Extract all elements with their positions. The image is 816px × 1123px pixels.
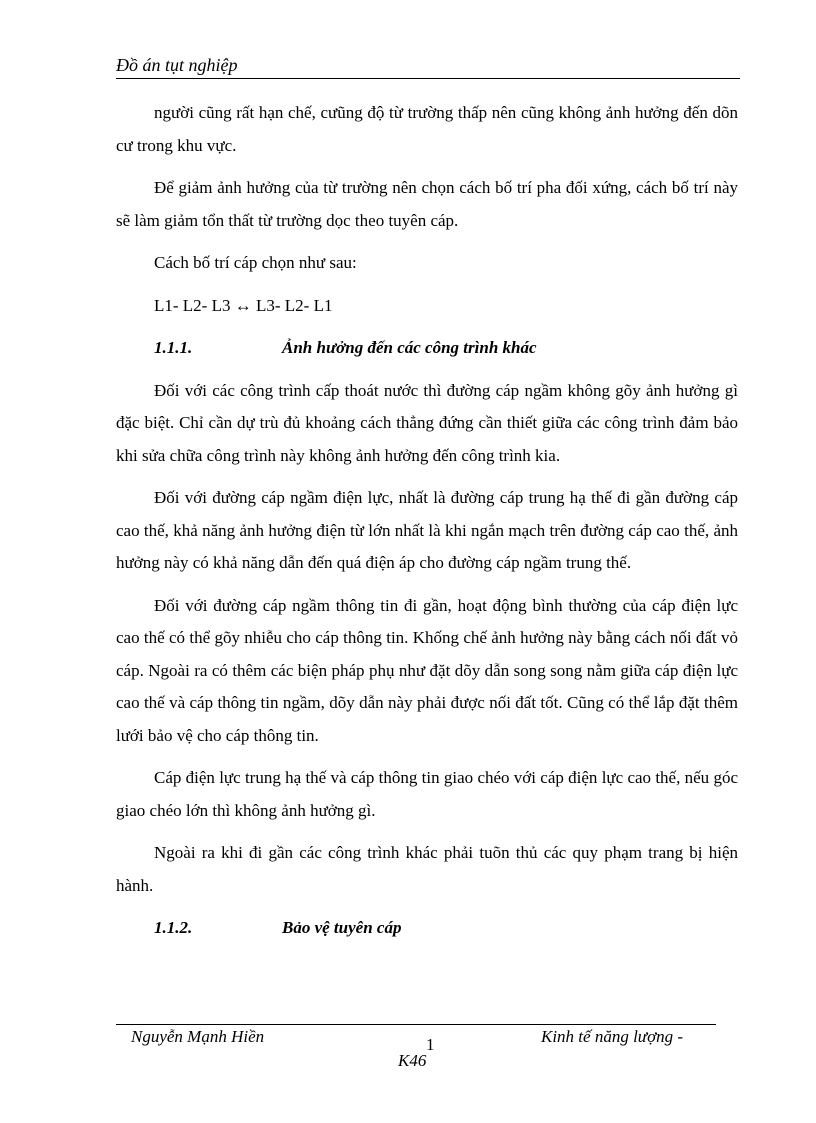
section-heading-1 [116, 332, 738, 365]
paragraph-5: Đối với đường cáp ngầm điện lực, nhất là đường cáp trung hạ thế đi gần đường cáp cao thế, khả năng ảnh hưởng điện từ lớn nhất là khi ngắn mạch trên đường cáp cao thế, ảnh hưởng này có khả năng dẫn đến quá điện áp cho đường cáp ngầm trung thế. [116, 488, 738, 572]
paragraph-7: Cáp điện lực trung hạ thế và cáp thông tin giao chéo với cáp điện lực cao thế, nếu góc giao chéo lớn thì không ảnh hưởng gì. [116, 768, 738, 820]
section-title-2: Bảo vệ tuyên cáp [282, 918, 402, 937]
paragraph-3: Cách bố trí cáp chọn như sau: [154, 253, 357, 272]
paragraph-2: Để giảm ảnh hưởng của từ trường nên chọn cách bố trí pha đối xứng, cách bố trí này sẽ làm giảm tổn thất từ trường dọc theo tuyên cáp. [116, 178, 738, 230]
header-title: Đồ án tụt nghiệp [116, 55, 238, 75]
footer-author: Nguyễn Mạnh Hiền [131, 1027, 265, 1046]
section-title-1: Ảnh hưởng đến các công trình khác [282, 338, 537, 357]
paragraph-4: Đối với các công trình cấp thoát nước thì đường cáp ngầm không gõy ảnh hưởng gì đặc biệt. Chỉ cần dự trù đủ khoảng cách thẳng đứng cần thiết giữa các công trình đảm bảo khi sửa chữa công trình này không ảnh hưởng đến công trình kia. [116, 380, 738, 465]
document-body [116, 97, 738, 955]
footer-department: Kinh tế năng lượng - [541, 1027, 684, 1046]
paragraph-8: Ngoài ra khi đi gần các công trình khác phải tuõn thủ các quy phạm trang bị hiện hành. [116, 843, 738, 895]
paragraph-6: Đối với đường cáp ngầm thông tin đi gần, hoạt động bình thường của cáp điện lực cao thế có thể gõy nhiễu cho cáp thông tin. Khống chế ảnh hưởng này bằng cách nối đất vỏ cáp. Ngoài ra có thêm các biện pháp phụ như đặt dõy dẫn song song nằm giữa cáp điện lực cao thế và cáp thông tin ngầm, dõy dẫn này phải được nối đất tốt. Cũng có thể lắp đặt thêm lưới bảo vệ cho cáp thông tin. [116, 595, 738, 745]
paragraph-1: người cũng rất hạn chế, cưũng độ từ trường thấp nên cũng không ảnh hưởng đến dõn cư trong khu vực. [116, 103, 738, 155]
footer-department-cont: K46 [398, 1051, 427, 1070]
footer-divider [116, 1024, 716, 1025]
section-number-1: 1.1.1. [154, 338, 193, 357]
section-number-2: 1.1.2. [154, 918, 193, 937]
section-heading-2 [116, 912, 738, 945]
page-header [116, 52, 740, 79]
page-number: 1 [426, 1035, 435, 1054]
phase-arrangement-formula: L1- L2- L3 ↔ L3- L2- L1 [154, 295, 333, 315]
